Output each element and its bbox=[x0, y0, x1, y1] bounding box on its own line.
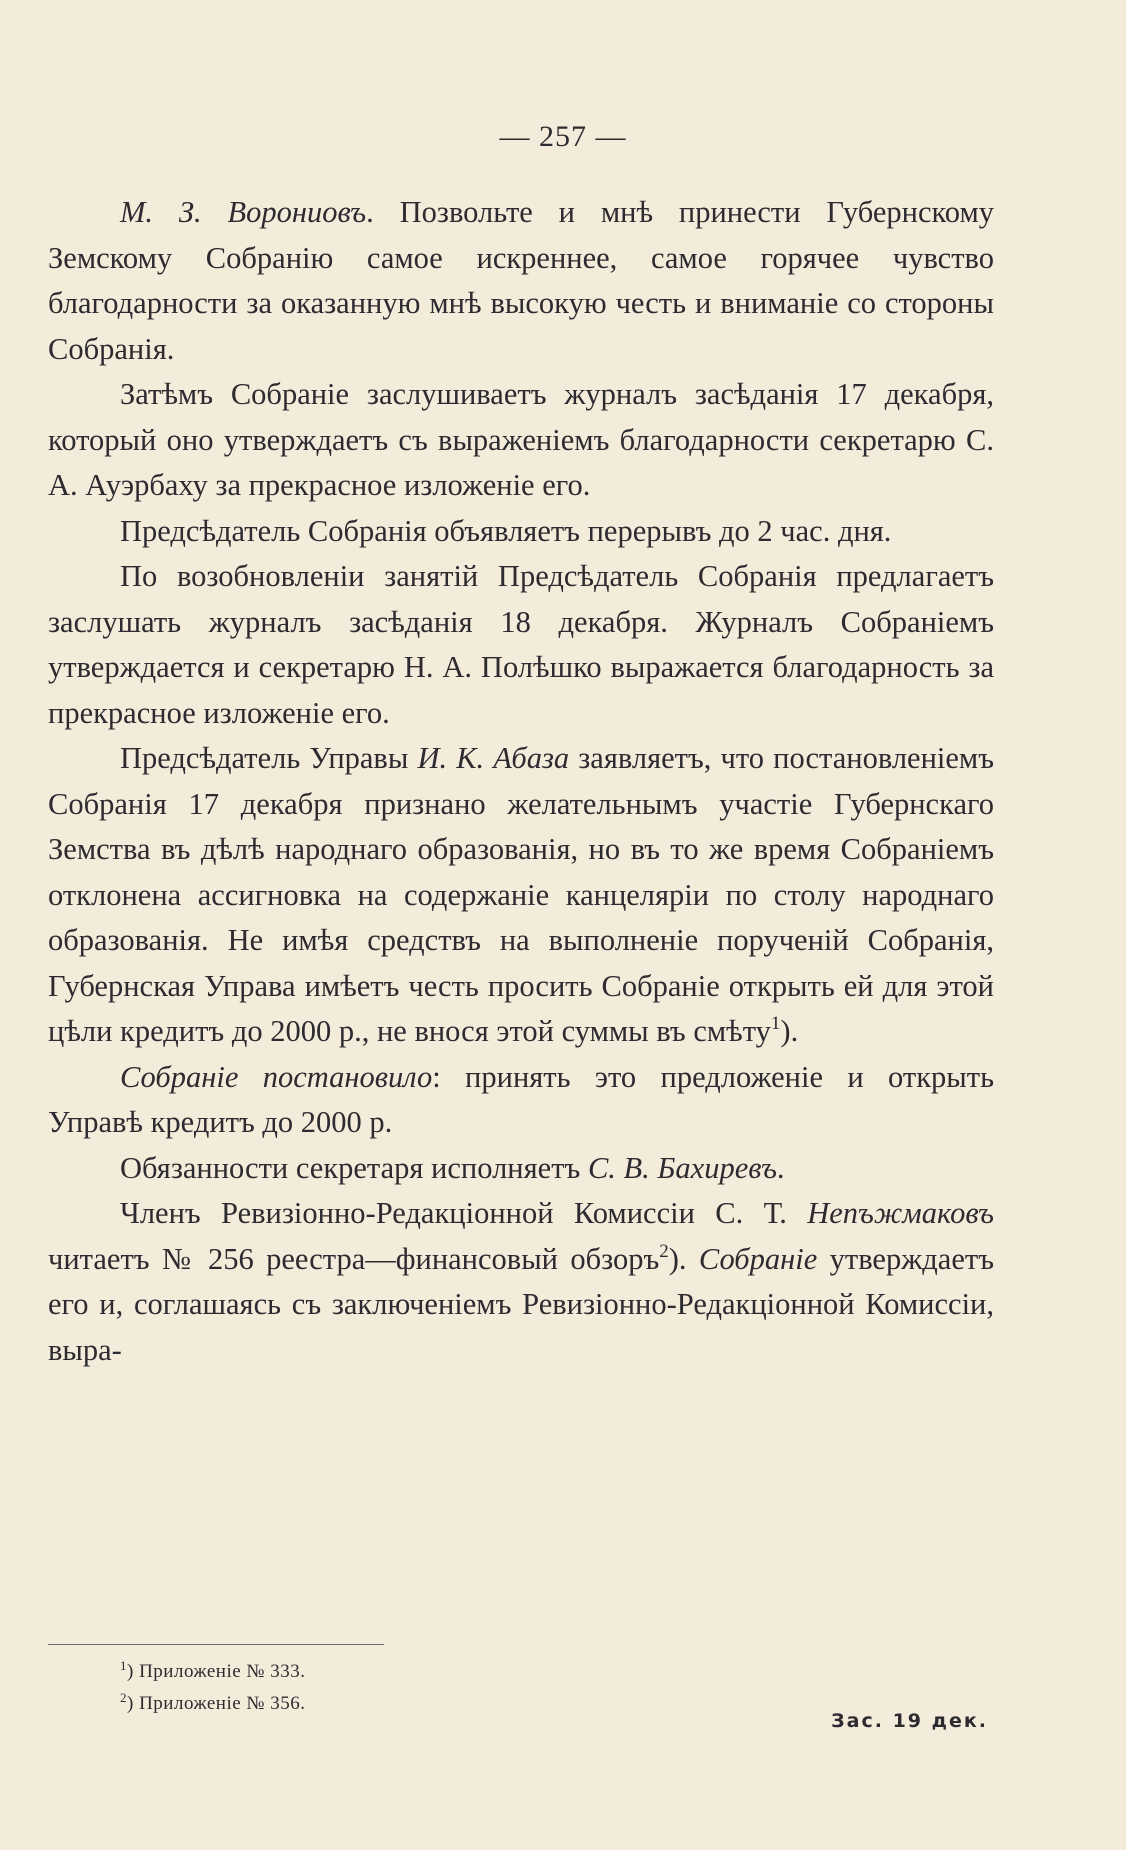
paragraph bbox=[48, 736, 994, 1055]
text-run: заявляетъ, что постановленіемъ Собранія 17 декабря признано желательнымъ участіе Губернскаго Земства въ дѣлѣ народнаго образованія, но въ то же время Собраніемъ отклонена ассигновка на содержаніе канцеляріи по столу народнаго образованія. Не имѣя средствъ на выполненіе порученій Собранія, Губернская Управа имѣетъ честь просить Собраніе открыть ей для этой цѣли кредитъ до 2000 р., не внося этой суммы въ смѣту bbox=[48, 741, 994, 1048]
footnote-ref: 1 bbox=[770, 1013, 781, 1034]
footnote bbox=[120, 1688, 306, 1720]
footnote-mark: 1 bbox=[120, 1658, 127, 1673]
text-run: . Позвольте и мнѣ принести Губернскому Земскому Собранію самое искреннее, самое горячее чувство благодарности за оказанную мнѣ высокую честь и вниманіе со стороны Собранія. bbox=[48, 195, 994, 366]
text-run: Членъ Ревизіонно-Редакціонной Комиссіи С. Т. bbox=[120, 1196, 808, 1230]
text-run: ). bbox=[780, 1014, 799, 1048]
text-run: Обязанности секретаря исполняетъ bbox=[120, 1150, 588, 1185]
body-text bbox=[48, 190, 994, 1373]
text-run: По возобновленіи занятій Предсѣдатель Собранія предлагаетъ заслушать журналъ засѣданія 18 декабря. Журналъ Собраніемъ утверждается и секретарю Н. А. Полѣшко выражается благодарность за прекрасное изложеніе его. bbox=[48, 559, 994, 730]
text-run: утверждаетъ его и, соглашаясь съ заключеніемъ Ревизіонно-Редакціонной Комиссіи, выра- bbox=[48, 1241, 994, 1367]
paragraph bbox=[48, 554, 994, 736]
italic-name: И. К. Абаза bbox=[417, 741, 570, 775]
footnote-divider bbox=[48, 1644, 384, 1645]
paragraph bbox=[48, 1146, 994, 1192]
paragraph bbox=[48, 190, 994, 372]
paragraph bbox=[48, 509, 994, 555]
footnote-ref: 2 bbox=[659, 1240, 669, 1262]
text-run: Затѣмъ Собраніе заслушиваетъ журналъ засѣданія 17 декабря, который оно утверждаетъ съ выраженіемъ благодарности секретарю С. А. Ауэрбаху за прекрасное изложеніе его. bbox=[48, 377, 994, 502]
text-run: читаетъ № 256 реестра—финансовый обзоръ bbox=[48, 1241, 660, 1276]
italic-name: С. В. Бахиревъ bbox=[587, 1150, 777, 1185]
signature-mark: Зас. 19 дек. bbox=[831, 1710, 988, 1732]
italic-name: М. З. Ворониовъ bbox=[120, 195, 367, 229]
paragraph bbox=[48, 1191, 994, 1373]
footnote-text: ) Приложеніе № 333. bbox=[127, 1661, 306, 1682]
text-run: . bbox=[776, 1150, 785, 1185]
italic-name: Непъжмаковъ bbox=[807, 1196, 994, 1230]
page-number: — 257 — bbox=[499, 120, 627, 153]
text-run: Предсѣдатель Собранія объявляетъ перерывъ до 2 час. дня. bbox=[120, 513, 892, 548]
italic-name: Собраніе bbox=[698, 1241, 818, 1276]
paragraph bbox=[48, 1055, 994, 1146]
footnote-text: ) Приложеніе № 356. bbox=[127, 1693, 306, 1714]
italic-name: Собраніе постановило bbox=[120, 1059, 433, 1094]
text-run: : принять это предложеніе и открыть Управѣ кредитъ до 2000 р. bbox=[48, 1059, 994, 1139]
footnote bbox=[120, 1656, 306, 1688]
footnote-mark: 2 bbox=[120, 1690, 127, 1705]
text-run: ). bbox=[668, 1241, 699, 1276]
footnotes bbox=[120, 1656, 306, 1720]
text-run: Предсѣдатель Управы bbox=[120, 741, 418, 775]
paragraph bbox=[48, 372, 994, 509]
